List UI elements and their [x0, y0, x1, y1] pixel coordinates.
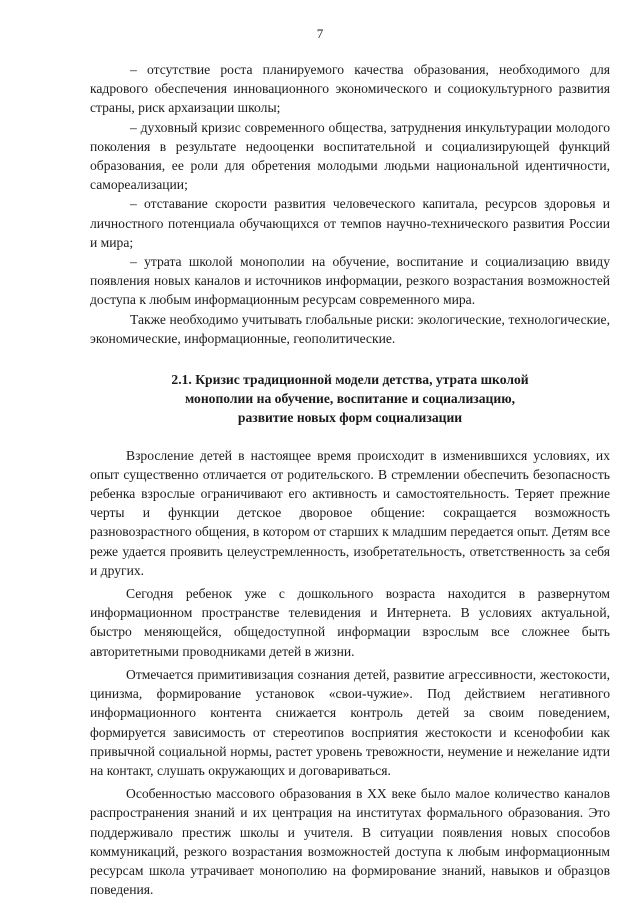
risk-list — [90, 60, 610, 348]
risk-item: – утрата школой монополии на обучение, воспитание и социализацию ввиду появления новых каналов и источников информации, резкого возрастания возможностей доступа к любым информационным ресурсам современного мира. — [90, 254, 610, 308]
global-risks-paragraph: Также необходимо учитывать глобальные риски: экологические, технологические, экономические, информационные, геополитические. — [90, 311, 610, 346]
section-body — [90, 446, 610, 900]
body-paragraph: Отмечается примитивизация сознания детей, развитие агрессивности, жестокости, цинизма, формирование установок «свои-чужие». Под действием негативного информационного контента снижается контроль детей за своим поведением, формируется зависимость от стереотипов восприятия жестокости и ксенофобии как привычной социальной нормы, растет уровень тревожности, неумение и нежелание идти на контакт, слушать окружающих и договариваться. — [90, 666, 610, 778]
body-paragraph: Особенностью массового образования в XX веке было малое количество каналов распространения знаний и их центрация на институтах формального образования. Это поддерживало престиж школы и учителя. В ситуации появления новых способов коммуникаций, резкого возрастания возможностей доступа к любым информационным ресурсам школа утрачивает монополию на формирование знаний, навыков и образцов поведения. — [90, 786, 610, 898]
risk-item: – отставание скорости развития человеческого капитала, ресурсов здоровья и личностного потенциала обучающихся от темпов научно-технического развития России и мира; — [90, 196, 610, 250]
section-heading — [90, 370, 610, 428]
body-paragraph: Сегодня ребенок уже с дошкольного возраста находится в развернутом информационном пространстве телевидения и Интернета. В условиях актуальной, быстро меняющейся, общедоступной информации взрослым все сложнее быть авторитетными проводниками детей в жизни. — [90, 586, 610, 659]
body-paragraph: Взросление детей в настоящее время происходит в изменившихся условиях, их опыт существенно отличается от родительского. В стремлении обеспечить безопасность ребенка взрослые ограничивают его активность и самостоятельность. Теряет прежние черты и функции детское дворовое общение: сокращается возможность разновозрастного общения, в котором от старших к младшим передается опыт. Детям все реже удается проявить целеустремленность, изобретательность, ответственность за себя и других. — [90, 447, 610, 578]
page-number: 7 — [316, 26, 324, 41]
page-content — [90, 60, 610, 903]
section-heading-line: развитие новых форм социализации — [237, 410, 463, 426]
section-heading-line: 2.1. Кризис традиционной модели детства, утрата школой — [171, 372, 529, 388]
section-heading-line: монополии на обучение, воспитание и социализацию, — [184, 391, 516, 407]
risk-item: – отсутствие роста планируемого качества образования, необходимого для кадрового обеспечения инновационного экономического и социокультурного развития страны, риск архаизации школы; — [90, 62, 610, 116]
risk-item: – духовный кризис современного общества, затруднения инкультурации молодого поколения в результате недооценки воспитательной и социализирующей функций образования, ее роли для обретения молодыми людьми национальной идентичности, самореализации; — [90, 119, 610, 193]
